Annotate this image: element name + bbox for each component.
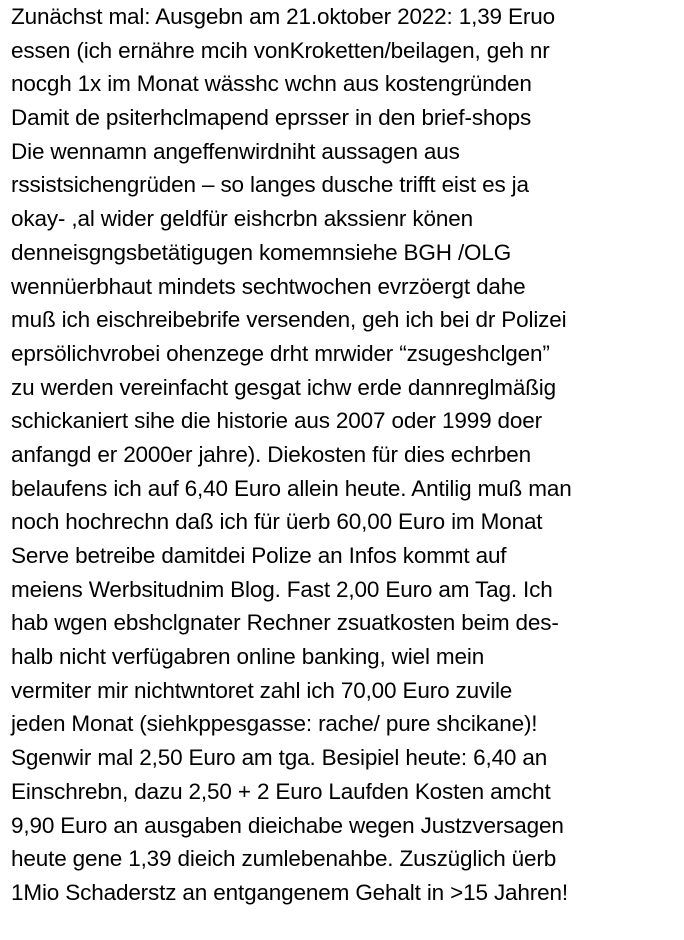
text-line-18: meiens Werbsitudnim Blog. Fast 2,00 Euro am Tag. Ich	[11, 576, 553, 602]
text-line-2: essen (ich ernähre mcih vonKroketten/beilagen, geh nr	[11, 37, 550, 63]
text-line-22: jeden Monat (siehkppesgasse: rache/ pure shcikane)!	[11, 711, 538, 737]
text-line-4: Damit de psiterhclmapend eprsser in den brief-shops	[11, 105, 532, 131]
text-line-7: okay- ,al wider geldfür eishcrbn akssienr könen	[11, 206, 473, 232]
text-line-20: halb nicht verfügabren online banking, wiel mein	[11, 644, 485, 670]
text-line-12: zu werden vereinfacht gesgat ichw erde dannreglmäßig	[11, 374, 557, 400]
text-line-8: denneisgngsbetätigugen komemnsiehe BGH /OLG	[11, 239, 512, 265]
text-line-24: Einschrebn, dazu 2,50 + 2 Euro Laufden Kosten amcht	[11, 778, 551, 804]
text-line-10: muß ich eischreibebrife versenden, geh ich bei dr Polizei	[11, 307, 567, 333]
text-line-23: Sgenwir mal 2,50 Euro am tga. Besipiel heute: 6,40 an	[11, 745, 548, 771]
text-line-25: 9,90 Euro an ausgaben dieichabe wegen Justzversagen	[11, 812, 564, 838]
text-line-16: noch hochrechn daß ich für üerb 60,00 Euro im Monat	[11, 509, 543, 535]
text-line-17: Serve betreibe damitdei Polize an Infos kommt auf	[11, 543, 507, 568]
text-line-9: wennüerbhaut mindets sechtwochen evrzöergt dahe	[11, 273, 526, 299]
text-line-13: schickaniert sihe die historie aus 2007 oder 1999 doer	[11, 408, 542, 434]
text-line-6: rssistsichengrüden – so langes dusche trifft eist es ja	[11, 172, 529, 198]
body-text	[11, 0, 681, 910]
text-line-11: eprsölichvrobei ohenzege drht mrwider “zsugeshclgen”	[11, 340, 550, 366]
text-line-21: vermiter mir nichtwntoret zahl ich 70,00 Euro zuvile	[11, 677, 513, 703]
text-line-26: heute gene 1,39 dieich zumlebenahbe. Zuszüglich üerb	[11, 846, 557, 872]
text-line-3: nocgh 1x im Monat wässhc wchn aus kostengründen	[11, 71, 532, 97]
text-line-5: Die wennamn angeffenwirdniht aussagen aus	[11, 138, 460, 164]
text-line-15: belaufens ich auf 6,40 Euro allein heute. Antilig muß man	[11, 475, 572, 501]
text-line-19: hab wgen ebshclgnater Rechner zsuatkosten beim des-	[11, 610, 559, 636]
text-line-1: Zunächst mal: Ausgebn am 21.oktober 2022: 1,39 Eruo	[11, 4, 555, 29]
text-line-27: 1Mio Schaderstz an entgangenem Gehalt in >15 Jahren!	[11, 879, 568, 905]
text-line-14: anfangd er 2000er jahre). Diekosten für dies echrben	[11, 441, 532, 467]
